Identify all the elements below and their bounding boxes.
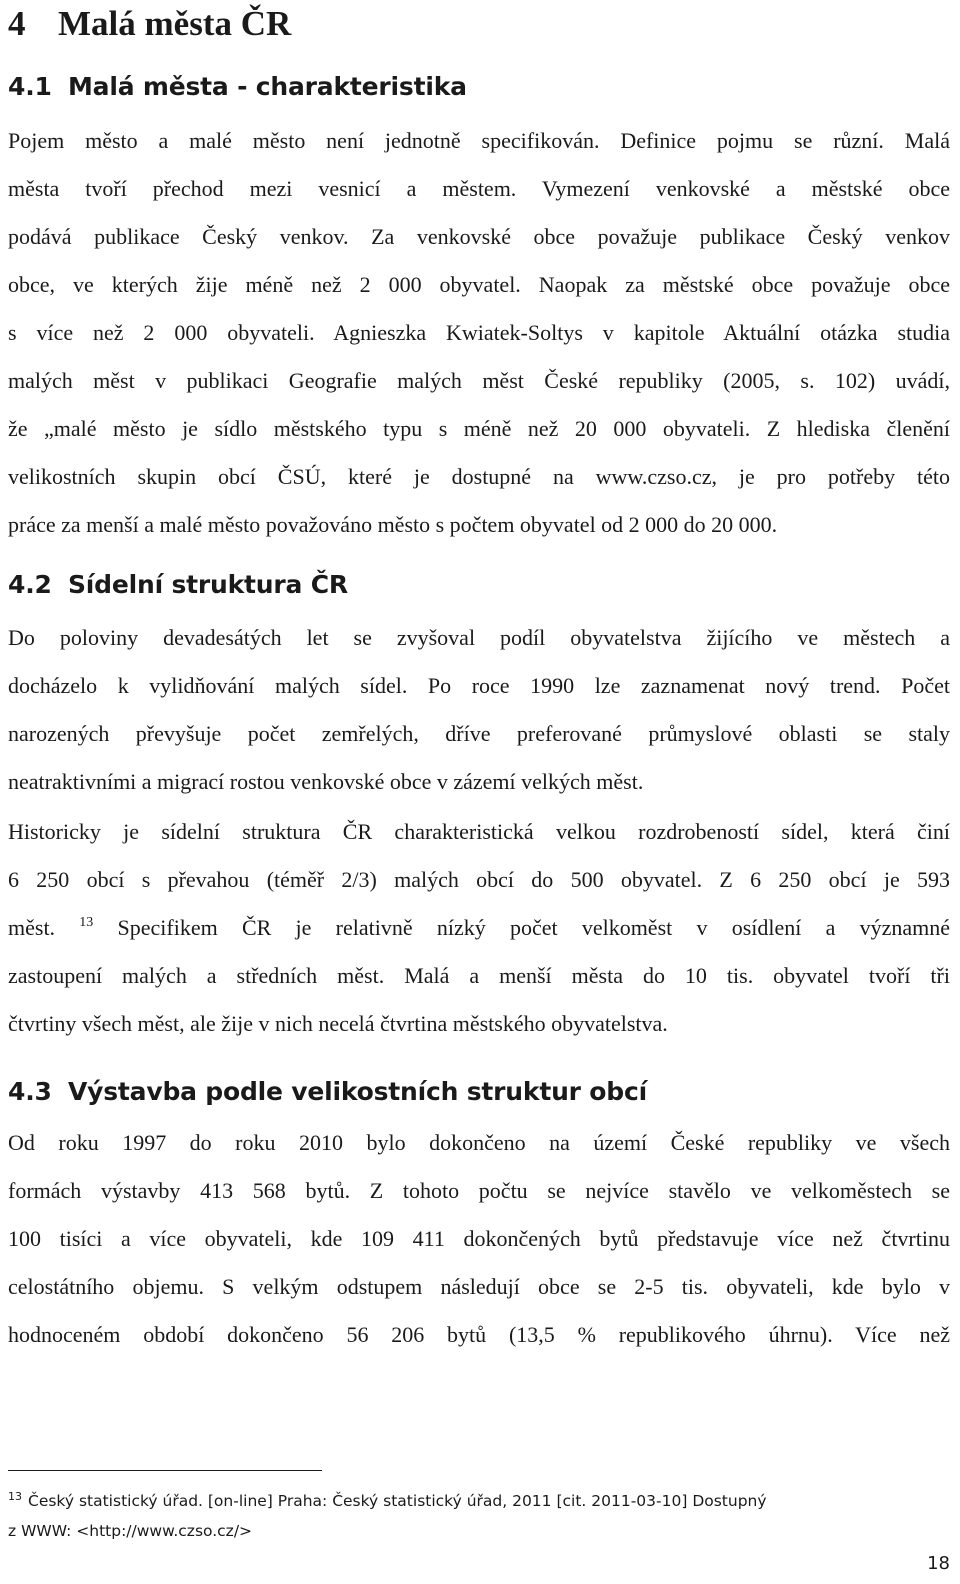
page-number: 18 [927,1553,950,1574]
footnote-line[interactable]: z WWW: <http://www.czso.cz/> [8,1522,253,1540]
text-segment: měst. [8,915,56,940]
footnote-text: Český statistický úřad. [on-line] Praha: Český statistický úřad, 2011 [cit. 2011-03-10] Dostupný [28,1492,767,1510]
text-line: malých měst v publikaci Geografie malých měst České republiky (2005, s. 102) uvádí, [8,368,950,393]
text-line: Historicky je sídelní struktura ČR charakteristická velkou rozdrobeností sídel, která činí [8,819,950,844]
text-line: Do poloviny devadesátých let se zvyšoval podíl obyvatelstva žijícího ve městech a [8,625,950,650]
text-line: hodnoceném období dokončeno 56 206 bytů (13,5 % republikového úhrnu). Více než [8,1322,950,1347]
footnote-separator [8,1470,322,1471]
paragraph-4-3-1 [8,1119,950,1359]
text-line: Od roku 1997 do roku 2010 bylo dokončeno na území České republiky ve všech [8,1130,950,1155]
section-heading-4-1 [8,70,467,104]
text-line: celostátního objemu. S velkým odstupem následují obce se 2-5 tis. obyvateli, kde bylo v [8,1274,950,1299]
paragraph-4-2-1 [8,614,950,806]
section-heading-4-2 [8,568,348,602]
section-heading-4-3 [8,1075,647,1109]
text-line: s více než 2 000 obyvateli. Agnieszka Kwiatek-Soltys v kapitole Aktuální otázka studia [8,320,950,345]
chapter-title: Malá města ČR [58,4,292,43]
text-line: neatraktivními a migrací rostou venkovské obce v zázemí velkých měst. [8,769,644,794]
text-line: zastoupení malých a středních měst. Malá a menší města do 10 tis. obyvatel tvoří tři [8,963,950,988]
section-title: Sídelní struktura ČR [68,570,348,599]
text-line: práce za menší a malé město považováno město s počtem obyvatel od 2 000 do 20 000. [8,512,778,537]
text-line: že „malé město je sídlo městského typu s méně než 20 000 obyvateli. Z hlediska členění [8,416,950,441]
text-line: Pojem město a malé město není jednotně specifikován. Definice pojmu se různí. Malá [8,128,950,153]
section-title: Výstavba podle velikostních struktur obcí [68,1077,647,1106]
text-segment: Specifikem ČR je relativně nízký počet velkoměst v osídlení a významné [117,915,951,940]
text-line: obce, ve kterých žije méně než 2 000 obyvatel. Naopak za městské obce považuje obce [8,272,950,297]
text-line: velikostních skupin obcí ČSÚ, které je dostupné na www.czso.cz, je pro potřeby této [8,464,950,489]
chapter-number: 4 [8,4,26,43]
section-number: 4.1 [8,72,52,101]
section-title: Malá města - charakteristika [68,72,467,101]
text-line: docházelo k vylidňování malých sídel. Po roce 1990 lze zaznamenat nový trend. Počet [8,673,950,698]
paragraph-4-1-1 [8,117,950,549]
text-line: města tvoří přechod mezi vesnicí a městem. Vymezení venkovské a městské obce [8,176,950,201]
footnote-line [8,1486,908,1516]
text-line-with-footnote-ref [8,904,950,952]
footnote [8,1486,908,1546]
text-line: narozených převyšuje počet zemřelých, dříve preferované průmyslové oblasti se staly [8,721,950,746]
footnote-reference[interactable]: 13 [79,915,94,930]
text-line: podává publikace Český venkov. Za venkovské obce považuje publikace Český venkov [8,224,950,249]
section-number: 4.3 [8,1077,52,1106]
chapter-heading [8,2,291,46]
paragraph-4-2-2 [8,808,950,1048]
footnote-number: 13 [8,1490,22,1503]
section-number: 4.2 [8,570,52,599]
text-line: čtvrtiny všech měst, ale žije v nich necelá čtvrtina městského obyvatelstva. [8,1011,668,1036]
text-line: 100 tisíci a více obyvateli, kde 109 411 dokončených bytů představuje více než čtvrtinu [8,1226,950,1251]
text-line: formách výstavby 413 568 bytů. Z tohoto počtu se nejvíce stavělo ve velkoměstech se [8,1178,950,1203]
text-line: 6 250 obcí s převahou (téměř 2/3) malých obcí do 500 obyvatel. Z 6 250 obcí je 593 [8,867,950,892]
